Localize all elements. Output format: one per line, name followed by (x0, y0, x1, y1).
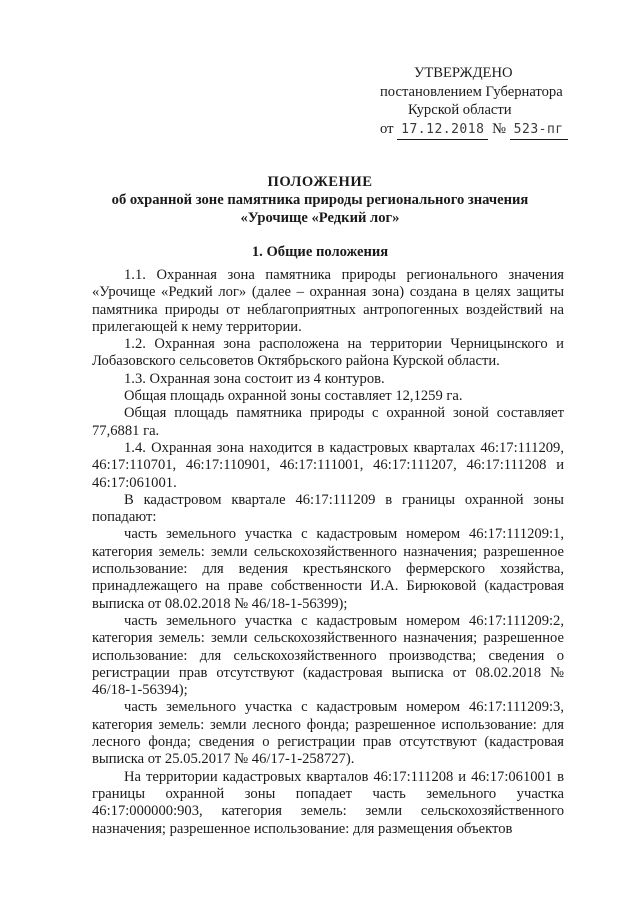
approval-block (380, 64, 610, 140)
paragraph: Общая площадь охранной зоны составляет 12,1259 га. (124, 388, 463, 405)
paragraph: На территории кадастровых кварталов 46:17:111208 и 46:17:061001 в границы охранной зоны попадает часть земельного участка 46:17:000000:903, категория земель: земли сельскохозяйственного назначения; разрешенное использование: для размещения объектов (92, 768, 564, 837)
document-subtitle-name: «Урочище «Редкий лог» (240, 210, 400, 226)
paragraph: часть земельного участка с кадастровым номером 46:17:111209:1, категория земель: земли сельскохозяйственного назначения; разрешенное использование: для ведения крестьянского фермерского хозяйства, принадлежащего на праве собственности И.А. Бирюковой (кадастровая выписка от 08.02.2018 № 46/18-1-56399); (92, 526, 564, 612)
paragraph: 1.1. Охранная зона памятника природы регионального значения «Урочище «Редкий лог» (далее – охранная зона) создана в целях защиты памятника природы от неблагоприятных антропогенных воздействий на прилегающей к нему территории. (92, 267, 564, 335)
paragraph: 1.2. Охранная зона расположена на территории Черницынского и Лобазовского сельсоветов Октябрьского района Курской области. (92, 336, 564, 370)
number-label: № (492, 120, 507, 137)
document-subtitle: об охранной зоне памятника природы регионального значения (111, 192, 529, 208)
approval-region: Курской области (408, 102, 512, 119)
approval-date-line (380, 120, 610, 141)
paragraph: Общая площадь памятника природы с охранной зоной составляет 77,6881 га. (92, 405, 564, 439)
section-heading: 1. Общие положения (251, 244, 389, 260)
from-label: от (380, 120, 394, 137)
document-title: ПОЛОЖЕНИЕ (267, 174, 373, 190)
paragraph: 1.4. Охранная зона находится в кадастровых кварталах 46:17:111209, 46:17:110701, 46:17:110901, 46:17:111001, 46:17:111207, 46:17:111208 и 46:17:061001. (92, 439, 564, 491)
paragraph: часть земельного участка с кадастровым номером 46:17:111209:3, категория земель: земли лесного фонда; разрешенное использование: для лесного фонда; сведения о регистрации прав отсутствуют (кадастровая выписка от 25.05.2017 № 46/17-1-258727). (92, 699, 564, 768)
paragraph: часть земельного участка с кадастровым номером 46:17:111209:2, категория земель: земли сельскохозяйственного назначения; разрешенное использование: для сельскохозяйственного производства; сведения о регистрации прав отсутствуют (кадастровая выписка от 08.02.2018 № 46/18-1-56394); (92, 612, 564, 699)
approval-decree: постановлением Губернатора (380, 83, 563, 100)
section-body (92, 267, 564, 838)
approval-number: 523-пг (510, 121, 568, 141)
paragraph: 1.3. Охранная зона состоит из 4 контуров. (124, 370, 385, 387)
paragraph: В кадастровом квартале 46:17:111209 в границы охранной зоны попадают: (92, 491, 564, 526)
approval-date: 17.12.2018 (397, 121, 488, 141)
approval-title: УТВЕРЖДЕНО (414, 65, 513, 81)
